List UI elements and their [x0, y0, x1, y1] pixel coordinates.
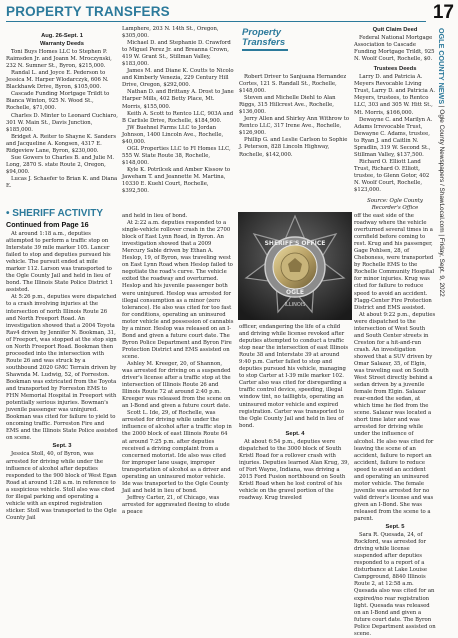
transfer-entry: Charles D. Minter to Leonard Cuchiaro, 301 W. Main St., Davis Junction, $185,000. [6, 112, 118, 133]
sheriff-heading: • SHERIFF ACTIVITY [6, 208, 104, 219]
transfer-entry: Lamphere, 203 N. 14th St., Oregon, $305,000. [122, 26, 219, 40]
report-paragraph: Sara R. Quesada, 24, of Rockford, was arrested for driving while license suspended after deputies responded to a report of a disturbance at Lake Louise Campground, 8840 Illinois Route 2, at 12:58 a.m. Quesada also was cited for an expired/no rear registration light. Quesada was released on an I-Bond and given a future court date. The Byron Police Department assisted on scene. [354, 532, 436, 637]
transfer-entry: Lucas J. Schaefer to Brian K. and Diana E. [6, 175, 118, 189]
column-2 [122, 26, 234, 195]
report-paragraph: At 5:26 p.m., deputies were dispatched to a crash involving injuries at the intersection of north Illinois Route 26 and North Freeport Road. An investigation showed that a 2004 Toyota Rav4 driven by Jennifer N. Bookman, 31, of Freeport, was stopped at the stop sign on North Freeport Road. Bookman then proceeded into the intersection with Route 26 and was struck by a southbound 2020 GMC Terrain driven by Shawnda M. Ludwig, 52, of Forreston. Bookman was extricated from the Toyota and transported by Forreston EMS to FHN Memorial Hospital in Freeport with potentially serious injuries. Bowman's juvenile passenger was uninjured. Bookman was cited for failure to yield to oncoming traffic. Forreston Fire and EMS and the Illinois State Police assisted on scene. [6, 294, 118, 442]
report-paragraph: Jessica Stoll, 40, of Byron, was arrested for driving while under the influence of alcohol after deputies responded to the 900 block of West Egan Road at around 1:28 a.m. in reference to a suspicious vehicle. Stoll also was cited for illegal parking and operating a vehicle with an expired registration sticker. Stoll was transported to the Ogle County Jail [6, 451, 117, 521]
transfer-entry: Richard O. Elliott Land Trust, Richard O. Elliott, trustee, to Glenn Gotor, 402 N. Woolf Court, Rochelle, $123,000. [354, 158, 430, 194]
transfer-entry: Larry D. and Patricia A. Meyers Revocable Living Trust, Larry D. and Patricia A. Meyers, trustees, to Rentco LLC, 303 and 305 W. Hitt St., Mt. Morris, $166,000. [354, 74, 436, 116]
transfer-entry: Bridget A. Reiter to Shayne K. Sanders and Jacqueline A. Kongsen, 4317 E. Ridgeview Lane, Byron, $230,000. [6, 133, 117, 154]
property-transfers-logo: Property Transfers [242, 28, 290, 58]
transfer-entry: Dewayne C. and Marilyn A. Adams Irrevocable Trust, Dewayne C. Adams, trustee, to Ryan J. and Caitlin N. Spradlin, 319 W. Second St., Stillman Valley, $137,500. [354, 116, 433, 158]
quit-claim-heading: Quit Claim Deed [372, 27, 418, 33]
paper-date: Friday, Sept. 9, 2022 [438, 237, 445, 297]
badge-county: OGLE [286, 289, 304, 296]
side-folio: OGLE COUNTY NEWS | Ogle County Newspapers / ShawLocal.com | Friday, Sept. 9, 2022 [437, 28, 446, 297]
source-note: Source: Ogle County Recorder's Office [367, 198, 423, 212]
section-title: PROPERTY TRANSFERS [6, 4, 170, 19]
report-paragraph: Ashley M. Kreeger, 20, of Shannon, was arrested for driving on a suspended driver's license after a traffic stop at the intersection of Illinois Route 26 and Illinois Route 72 at around 2:40 p.m. Kreeger was released from the scene on an I-Bond and given a future court date. [122, 360, 231, 410]
badge-state: ILLINOIS [284, 302, 306, 308]
transfer-entry: Nathan D. and Brittany A. Drost to Jane Harper Mills, 402 Betty Place, Mt. Morris, $155,000. [122, 89, 234, 110]
report-paragraph: At about 9:22 p.m., deputies were dispatched to the intersection of West South and South Center streets in Creston for a hit-and-run crash. An investigation showed that a SUV driven by Omar Salazar, 35, of Elgin, was traveling east on South West Street directly behind a sedan driven by a juvenile female from Elgin. Salazar rear-ended the sedan, at which time he fled from the scene. Salazar was located a short time later and was arrested for driving while under the influence of alcohol. He also was cited for leaving the scene of an accident, failure to report an accident, failure to reduce speed to avoid an accident and operating an uninsured motor vehicle. The female juvenile was arrested for no valid driver's license and was given an I-Bond. She was released from the scene to a parent. [354, 311, 436, 523]
transfer-entry: Federal National Mortgage Association to Cascade Funding Mortgage Trildt, 925 N. Woolf Court, Rochelle, $0. [354, 35, 435, 63]
transfer-entry: Keith A. Scott to Rentco LLC, 903A and B Carlisle Drive, Rochelle, $184,900. [122, 110, 234, 124]
transfer-entry: OGL Properties LLC to FI Homes LLC, 555 W. State Route 38, Rochelle, $148,000. [122, 145, 231, 166]
badge-text: SHERIFF'S OFFICE [264, 240, 326, 247]
page-header [0, 0, 458, 24]
column-1 [6, 32, 118, 190]
transfer-entry: JW Buehnel Farms LLC to Jordan Johnson, 1400 Lincoln Ave., Rochelle, $40,000. [122, 124, 224, 145]
paper-line: Ogle County Newspapers / ShawLocal.com [438, 109, 445, 233]
sheriff-badge-photo [238, 212, 352, 320]
report-paragraph: off the east side of the roadway where the vehicle overturned several times in a cornfield before coming to rest. Krug and his passenger, Gage Pohlsen, 28, of Cheboness, were transported by Rochelle EMS to the Rochelle Community Hospital for minor injuries. Krug was cited for failure to reduce speed to avoid an accident. Flagg-Center Fire Protection District and EMS assisted. [354, 213, 435, 311]
page-number: 17 [432, 2, 454, 23]
report-paragraph: officer, endangering the life of a child and driving while license revoked after deputies attempted to conduct a traffic stop near the intersection of east Illinois Route 38 and Interstate 39 at around 9:40 p.m. Carter failed to stop and deputies pursued his vehicle, managing to stop Carter at I-39 mile marker 102. Carter also was cited for disregarding a traffic control device, speeding, illegal window tint, no taillights, operating an uninsured motor vehicle and expired registration. Carter was transported to the Ogle County Jail and held in lieu of bond. [239, 324, 349, 429]
sheriff-column-4 [354, 213, 436, 638]
date-heading: Sept. 5 [385, 524, 405, 531]
transfer-entry: Steven and Michelle Diehl to Alan Riggs, 315 Hillcrest Ave., Rochelle, $136,000. [239, 95, 336, 116]
report-paragraph: At 2:22 a.m. deputies responded to a single-vehicle rollover crash in the 2700 block of East Lynn Road, in Byron. An investigation showed that a 2009 Mercury Sable driven by Ethan A. Heslop, 19, of Byron, was traveling west on East Lynn Road when Heslop failed to negotiate the road's curve. The vehicle exited the roadway and overturned. Heslop and his juvenile passenger both were uninjured. Heslop was arrested for illegal consumption as a minor (zero tolerance). He also was cited for too fast for conditions, operating an uninsured motor vehicle and possession of cannabis by a minor. Heslop was released on an I-Bond and given a future court date. The Byron Police Department and Byron Fire Protection District and EMS assisted on scene. [122, 220, 234, 360]
column-3 [239, 26, 351, 159]
continued-from: Continued from Page 16 [6, 220, 89, 229]
transfer-entry: James M. and Diane K. Coutts to Nicolo and Kimberly Venezia, 229 Century Hill Drive, Oregon, $292,000. [122, 68, 234, 89]
transfer-entry: Toni Buys Homes LLC to Stephen P. Raimsden Jr. and Joann M. Mroczynski, 232 N. Sumner St., Byron, $215,000. [6, 49, 112, 70]
sheriff-column-3 [239, 324, 351, 502]
report-paragraph: Scott L. Ide, 29, of Rochelle, was arrested for driving while under the influence of alcohol after a traffic stop in the 2000 block of east Illinois Route 64 at around 7:25 p.m. after deputies received a driving complaint from a concerned motorist. Ide also was cited for improper lane usage, improper transportation of alcohol as a driver and operating an uninsured motor vehicle. Ide was transported to the Ogle County Jail and held in lieu of bond. [122, 410, 232, 494]
paper-name: OGLE COUNTY NEWS [437, 28, 446, 105]
transfer-entry: Robert Driver to Sanjuana Hernandez Cortes, 121 S. Randall St., Rochelle, $148,000. [239, 74, 347, 95]
transfer-entry: Randal L. and Joyce E. Pederson to Jessica M. Harper Wlodarczyk, 606 N. Blackhawk Drive, Byron, $105,000. [6, 70, 109, 91]
transfer-entry: Kyle K. Potrilcek and Amber Kissow to Jaweham T. and Jeannette M. Martina, 10330 E. Kuehl Court, Rochelle, $392,500. [122, 166, 231, 195]
transfer-entry: Phillip G. and Leslie Carlson to Sophie J. Peterson, 828 Lincoln Highway, Rochelle, $142,000. [239, 137, 348, 158]
date-heading: Sept. 3 [52, 443, 72, 450]
warranty-deeds-heading: Warranty Deeds [40, 41, 84, 48]
header-rule [6, 21, 426, 22]
column-4 [354, 26, 436, 212]
transfer-entry: Sue Gowers to Charles B. and Julie M. Long, 2870 S. state Route 2, Oregon, $94,000. [6, 154, 115, 175]
date-heading: Sept. 4 [285, 430, 305, 437]
report-paragraph: At around 1:18 a.m., deputies attempted to perform a traffic stop on Interstate 39 mile marker 105. Lancer failed to stop and deputies pursued his vehicle. The pursuit ended at mile marker 112. Larson was transported to the Ogle County Jail and held in lieu of bond. The Illinois State Police District 1 assisted. [6, 231, 114, 294]
report-paragraph: and held in lieu of bond. [122, 213, 188, 219]
sheriff-column-2 [122, 213, 234, 516]
transfer-entry: Michael D. and Stephanie D. Crawford to Miguel Perez Jr. and Breanna Crown, 419 W. Grant St., Stillman Valley, $183,000. [122, 40, 231, 68]
report-paragraph: At about 6:54 p.m., deputies were dispatched to the 3000 block of South Kristl Road for a rollover crash with injuries. Deputies learned Alan Krug, 39, of Fort Wayne, Indiana, was driving a 2015 Ford Fusion northbound on South Kristl Road when he lost control of his vehicle on the gravel portion of the roadway. Krug traveled [239, 438, 350, 502]
transfer-entry: Jerry Allen and Shirley Ann Withrow to Rentco LLC, 317 Irene Ave., Rochelle, $126,900. [239, 116, 350, 137]
sheriff-column-1 [6, 231, 118, 522]
trustees-deeds-heading: Trustees Deeds [373, 66, 417, 73]
badge-illustration [238, 212, 352, 320]
date-range: Aug. 26-Sept. 1 [41, 33, 83, 39]
report-paragraph: Jeffrey Carter, 21, of Chicago, was arrested for aggravated fleeing to elude a peace [122, 494, 230, 515]
transfer-entry: Cascade Funding Mortgage Trildt to Bianca Winton, 925 N. Wood St., Rochelle, $71,000. [6, 91, 110, 112]
